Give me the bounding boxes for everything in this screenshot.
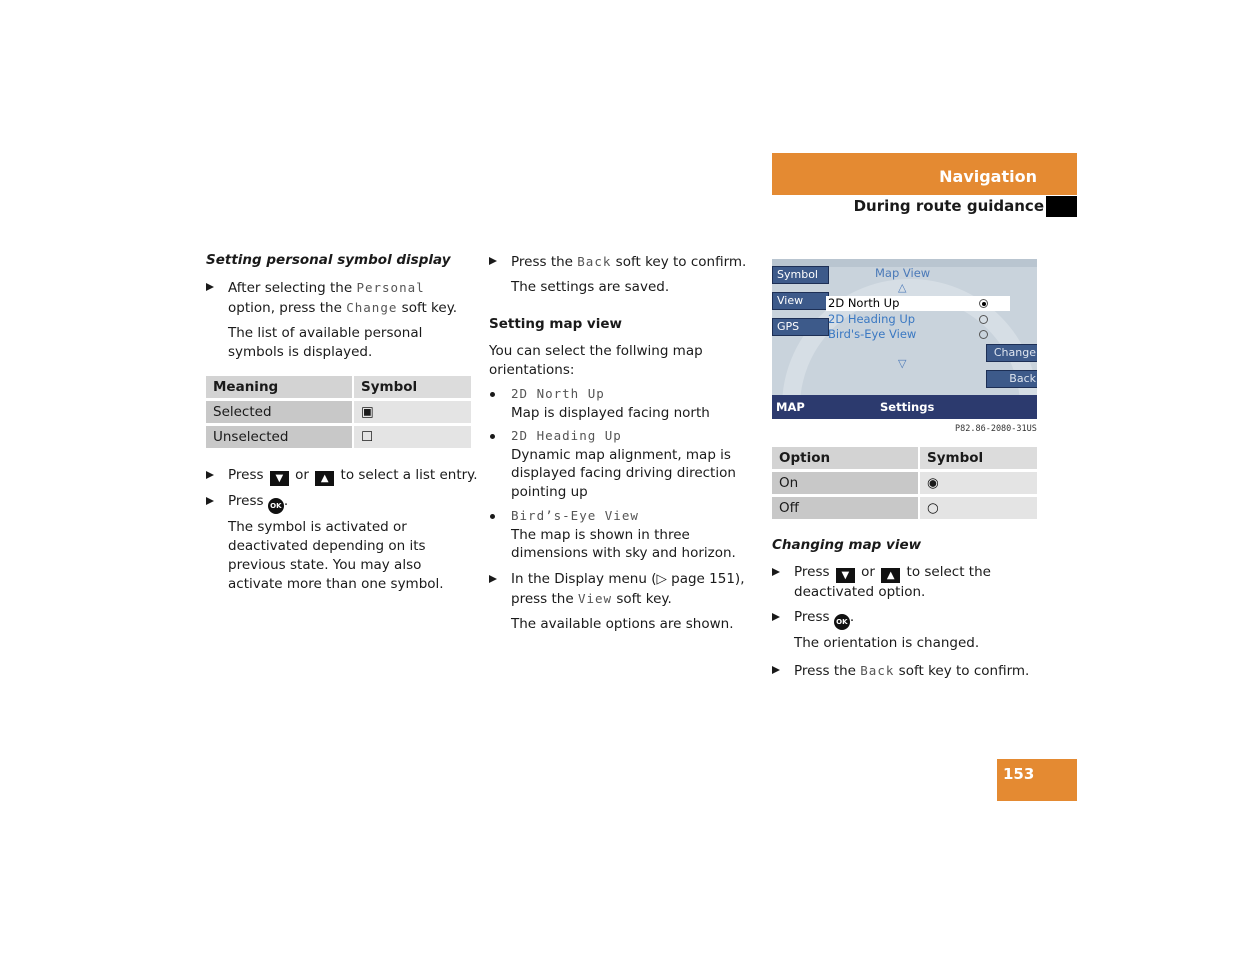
step-text: ), press the — [511, 571, 745, 607]
option-label: 2D North Up — [828, 296, 900, 310]
personal-symbol-table — [206, 373, 471, 451]
down-key-icon: ▼ — [270, 471, 289, 486]
status-map[interactable]: MAP — [776, 400, 805, 414]
cell-meaning: Unselected — [206, 426, 354, 448]
list-item — [511, 427, 756, 501]
map-view-screen — [772, 259, 1037, 419]
cell-option: Off — [772, 497, 920, 519]
col-option: Option — [772, 447, 920, 469]
step-arrow-icon — [489, 575, 497, 583]
step-text: to select the deactivated option. — [794, 564, 991, 600]
list-item — [511, 507, 756, 563]
softkey-gps[interactable]: GPS — [772, 318, 829, 336]
note-settings-saved: The settings are saved. — [511, 279, 670, 295]
step-arrow-icon — [206, 497, 214, 505]
bullet-icon — [490, 392, 495, 397]
down-key-icon: ▼ — [836, 568, 855, 583]
step-text: or — [290, 467, 314, 483]
table-header-row — [772, 447, 1037, 469]
code-view: View — [577, 591, 613, 606]
note-list-displayed: The list of available personal symbols is displayed. — [228, 325, 423, 360]
ok-button-icon: OK — [834, 614, 850, 630]
ok-button-icon: OK — [268, 498, 284, 514]
softkey-symbol[interactable]: Symbol — [772, 266, 829, 284]
heading-changing-map-view: Changing map view — [772, 537, 922, 553]
step-select-personal — [228, 278, 473, 318]
heading-setting-map-view: Setting map view — [489, 316, 622, 332]
screen-title: Map View — [875, 266, 931, 280]
step-text: option, press the — [228, 300, 347, 316]
page-number: 153 — [1003, 765, 1035, 783]
radio-unselected-icon — [979, 315, 988, 324]
code-back: Back — [860, 663, 895, 678]
code-personal: Personal — [356, 280, 425, 295]
step-text: soft key. — [397, 300, 458, 316]
softkey-back[interactable]: Back — [986, 370, 1037, 388]
col-meaning: Meaning — [206, 376, 354, 398]
step-press-back — [511, 252, 756, 272]
step-text: Press the — [511, 254, 578, 270]
cell-symbol-on-icon: ◉ — [920, 472, 1037, 494]
table-header-row — [206, 376, 471, 398]
cell-symbol-off-icon: ○ — [920, 497, 1037, 519]
note-options-shown: The available options are shown. — [511, 616, 734, 632]
step-text: Press — [228, 467, 268, 483]
step-arrow-icon — [772, 666, 780, 674]
table-row — [772, 472, 1037, 494]
step-text: Press the — [794, 663, 861, 679]
option-description: The map is shown in three dimensions with sky and horizon. — [511, 526, 736, 561]
step-text: In the Display menu ( — [511, 571, 657, 587]
step-arrow-icon — [489, 257, 497, 265]
page-number-tab — [997, 759, 1077, 801]
step-text: Press — [794, 609, 834, 625]
subsection-title: During route guidance — [853, 197, 1044, 215]
code-back: Back — [577, 254, 612, 269]
cell-symbol-unselected-icon: ☐ — [354, 426, 471, 448]
step-arrow-icon — [206, 471, 214, 479]
step-text: . — [849, 609, 855, 625]
step-arrow-icon — [206, 283, 214, 291]
step-press-back — [794, 661, 1044, 681]
option-2d-heading-up[interactable] — [826, 312, 1010, 327]
softkey-view[interactable]: View — [772, 292, 829, 310]
cell-option: On — [772, 472, 920, 494]
table-row — [206, 401, 471, 423]
scroll-down-icon[interactable]: ▽ — [898, 357, 907, 370]
option-label: Bird's-Eye View — [828, 327, 917, 341]
table-row — [772, 497, 1037, 519]
header-marker — [1046, 196, 1077, 217]
step-arrow-icon — [772, 568, 780, 576]
step-text: Press — [228, 493, 268, 509]
step-text: soft key. — [612, 591, 672, 607]
option-code: 2D Heading Up — [511, 428, 622, 443]
note-orientation-changed: The orientation is changed. — [794, 635, 980, 651]
section-title: Navigation — [939, 167, 1037, 186]
scroll-up-icon[interactable]: △ — [898, 281, 907, 294]
step-text: Press — [794, 564, 834, 580]
softkey-change[interactable]: Change — [986, 344, 1037, 362]
step-text: or — [856, 564, 880, 580]
step-text: soft key to confirm. — [611, 254, 747, 270]
radio-unselected-icon — [979, 330, 988, 339]
step-press-ok — [228, 492, 473, 514]
step-press-ok — [794, 608, 1039, 630]
cell-meaning: Selected — [206, 401, 354, 423]
bullet-icon — [490, 514, 495, 519]
step-text: After selecting the — [228, 280, 357, 296]
table-row — [206, 426, 471, 448]
option-2d-north-up[interactable] — [826, 296, 1010, 311]
map-option-table — [772, 444, 1037, 522]
intro-map-orientations: You can select the follwing map orientations: — [489, 343, 703, 378]
option-description: Dynamic map alignment, map is displayed facing driving direction pointing up — [511, 446, 736, 500]
up-key-icon: ▲ — [881, 568, 900, 583]
option-birds-eye-view[interactable] — [826, 327, 1010, 342]
option-code: 2D North Up — [511, 386, 605, 401]
option-label: 2D Heading Up — [828, 312, 916, 326]
bullet-icon — [490, 434, 495, 439]
option-code: Bird’s-Eye View — [511, 508, 639, 523]
list-item — [511, 385, 756, 422]
col-symbol: Symbol — [920, 447, 1037, 469]
radio-selected-icon — [979, 299, 988, 308]
heading-personal-symbol: Setting personal symbol display — [206, 252, 451, 268]
code-change: Change — [346, 300, 398, 315]
section-header-bar — [772, 153, 1077, 195]
status-settings[interactable]: Settings — [880, 400, 935, 414]
screen-status-bar — [772, 395, 1037, 419]
col-symbol: Symbol — [354, 376, 471, 398]
step-arrow-icon — [772, 613, 780, 621]
cell-symbol-selected-icon: ▣ — [354, 401, 471, 423]
step-select-list-entry — [228, 466, 478, 486]
step-select-deactivated — [794, 563, 1044, 602]
option-description: Map is displayed facing north — [511, 404, 710, 421]
figure-caption: P82.86-2080-31US — [955, 424, 1037, 434]
step-text: to select a list entry. — [336, 467, 478, 483]
step-text: . — [283, 493, 289, 509]
up-key-icon: ▲ — [315, 471, 334, 486]
step-press-view — [511, 570, 756, 609]
note-symbol-activated: The symbol is activated or deactivated depending on its previous state. You may also activate more than one symbol. — [228, 519, 444, 592]
step-text: soft key to confirm. — [894, 663, 1030, 679]
page-reference: ▷ page 151 — [656, 571, 735, 587]
